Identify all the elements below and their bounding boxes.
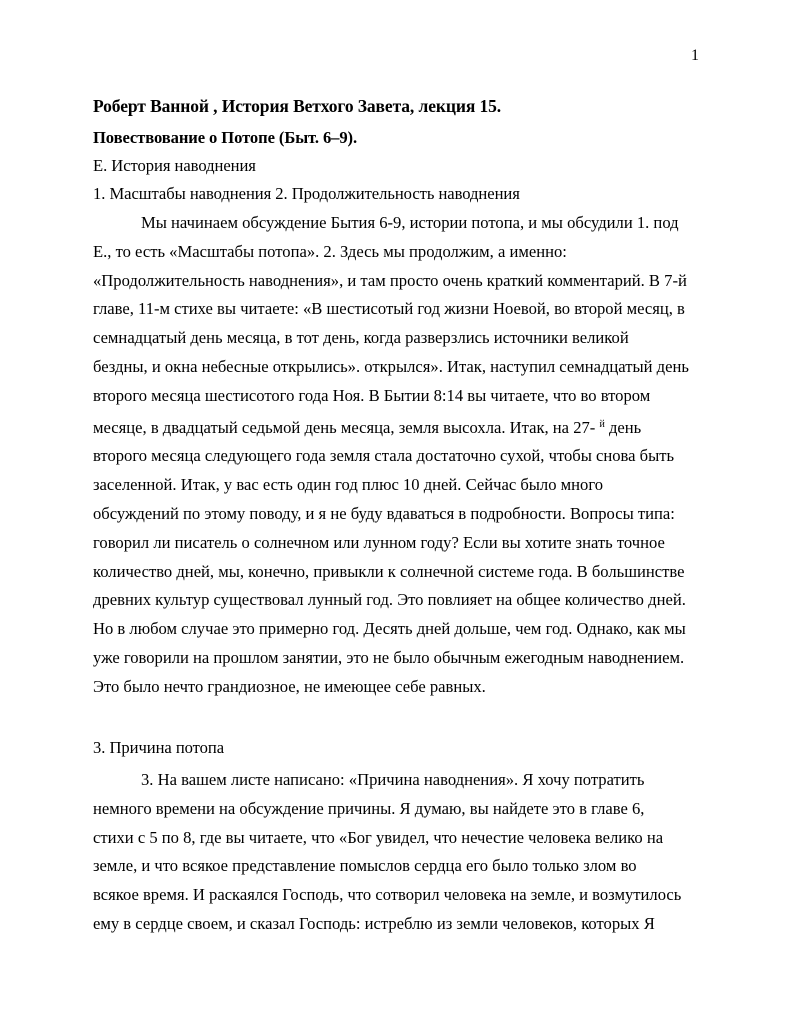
page-number: 1 bbox=[691, 47, 699, 64]
document-title: Роберт Ванной , История Ветхого Завета, лекция 15. bbox=[93, 96, 502, 116]
paragraph-line: ему в сердце своем, и сказал Господь: истреблю из земли человеков, которых Я bbox=[93, 913, 655, 933]
paragraph-line bbox=[93, 411, 703, 443]
paragraph-line: земле, и что всякое представление помыслов сердца его было только злом во bbox=[93, 856, 637, 876]
paragraph-line: второго месяца следующего года земля стала достаточно сухой, чтобы снова быть bbox=[93, 446, 675, 466]
paragraph-line: обсуждений по этому поводу, и я не буду вдаваться в подробности. Вопросы типа: bbox=[93, 503, 675, 523]
paragraph-duration bbox=[93, 209, 703, 702]
paragraph-line: Но в любом случае это примерно год. Десять дней дольше, чем год. Однако, как мы bbox=[93, 619, 686, 639]
paragraph-line: второго месяца шестисотого года Ноя. В Бытии 8:14 вы читаете, что во втором bbox=[93, 385, 651, 405]
paragraph-line: бездны, и окна небесные открылись». открылся». Итак, наступил семнадцатый день bbox=[93, 356, 689, 376]
paragraph-line: Е., то есть «Масштабы потопа». 2. Здесь мы продолжим, а именно: bbox=[93, 241, 567, 261]
section-heading-1-2: 1. Масштабы наводнения 2. Продолжительность наводнения bbox=[93, 184, 520, 203]
paragraph-line: немного времени на обсуждение причины. Я думаю, вы найдете это в главе 6, bbox=[93, 798, 645, 818]
ordinal-superscript: й bbox=[599, 418, 605, 430]
paragraph-line: Это было нечто грандиозное, не имеющее себе равных. bbox=[93, 676, 486, 696]
paragraph-line: древних культур существовал лунный год. Это повлияет на общее количество дней. bbox=[93, 590, 686, 610]
section-heading-e: Е. История наводнения bbox=[93, 156, 256, 175]
paragraph-line: уже говорили на прошлом занятии, это не было обычным ежегодным наводнением. bbox=[93, 647, 685, 667]
paragraph-line: стихи с 5 по 8, где вы читаете, что «Бог увидел, что нечестие человека велико на bbox=[93, 827, 664, 847]
paragraph-line: «Продолжительность наводнения», и там просто очень краткий комментарий. В 7-й bbox=[93, 270, 687, 290]
paragraph-line: 3. На вашем листе написано: «Причина наводнения». Я хочу потратить bbox=[141, 770, 645, 789]
paragraph-line: Мы начинаем обсуждение Бытия 6-9, истории потопа, и мы обсудили 1. под bbox=[141, 213, 679, 232]
paragraph-line: говорил ли писатель о солнечном или лунном году? Если вы хотите знать точное bbox=[93, 532, 665, 552]
paragraph-line-text: месяце, в двадцатый седьмой день месяца, земля высохла. Итак, на 27- bbox=[93, 417, 600, 437]
paragraph-cause bbox=[93, 766, 703, 939]
document-subtitle: Повествование о Потопе (Быт. 6–9). bbox=[93, 128, 358, 147]
paragraph-line-tail: день bbox=[604, 417, 642, 437]
paragraph-line: семнадцатый день месяца, в тот день, когда разверзлись источники великой bbox=[93, 328, 629, 348]
paragraph-line: всякое время. И раскаялся Господь, что сотворил человека на земле, и возмутилось bbox=[93, 885, 682, 905]
section-heading-3: 3. Причина потопа bbox=[93, 738, 225, 757]
paragraph-line: главе, 11-м стихе вы читаете: «В шестисотый год жизни Ноевой, во второй месяц, в bbox=[93, 299, 685, 319]
paragraph-line: заселенной. Итак, у вас есть один год плюс 10 дней. Сейчас было много bbox=[93, 475, 604, 495]
paragraph-line: количество дней, мы, конечно, привыкли к солнечной системе года. В большинстве bbox=[93, 561, 685, 581]
